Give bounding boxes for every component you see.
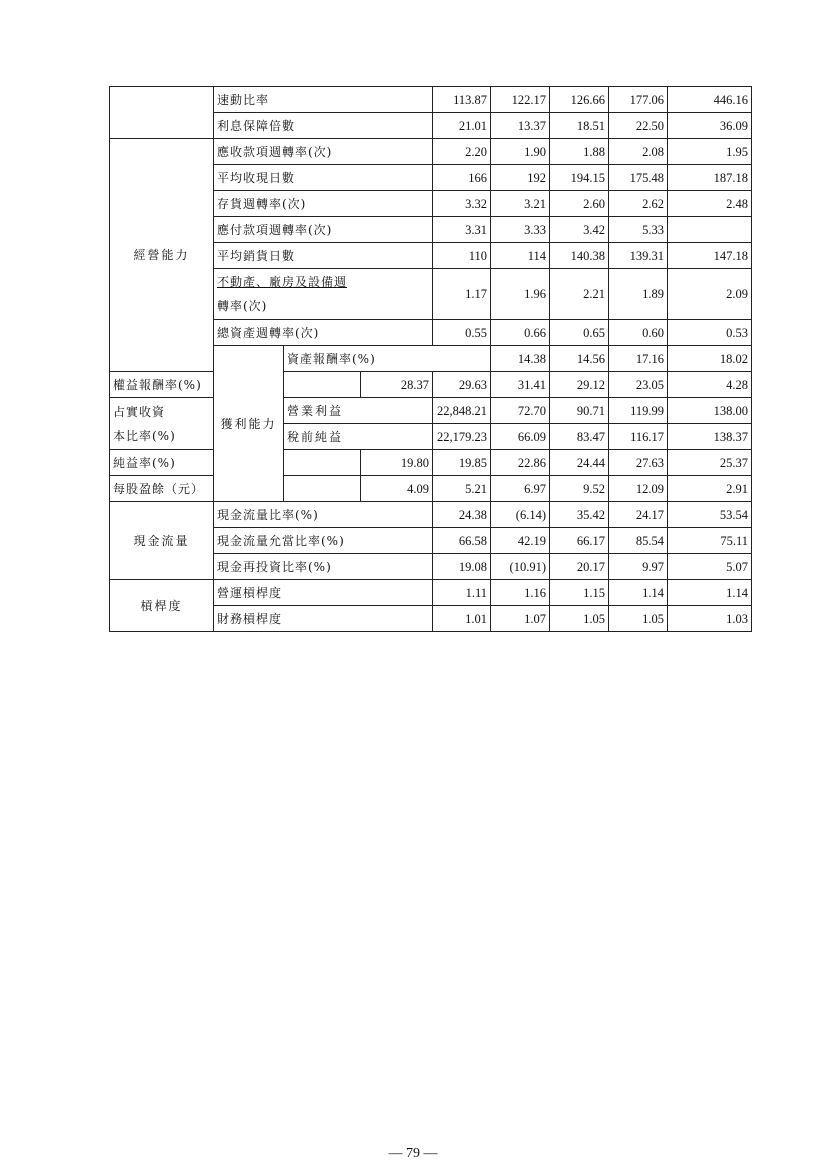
table-cell: 85.54	[609, 528, 668, 554]
row-label: 營運槓桿度	[214, 580, 433, 606]
table-cell: 29.63	[433, 372, 491, 398]
row-label: 平均收現日數	[214, 165, 433, 191]
row-label: 現金再投資比率(%)	[214, 554, 433, 580]
table-cell: 1.96	[491, 269, 550, 320]
table-cell: 1.16	[491, 580, 550, 606]
table-cell: 2.20	[433, 139, 491, 165]
row-label: 存貨週轉率(次)	[214, 191, 433, 217]
row-label: 資產報酬率(%)	[284, 346, 491, 372]
table-cell: 23.05	[609, 372, 668, 398]
category-operating: 經營能力	[110, 139, 214, 372]
table-cell: 1.95	[668, 139, 752, 165]
row-label-line2: 轉率(次)	[217, 299, 268, 313]
table-cell: 22,179.23	[433, 424, 491, 450]
table-cell: 3.21	[491, 191, 550, 217]
table-cell: 24.38	[433, 502, 491, 528]
table-cell: 2.62	[609, 191, 668, 217]
table-cell: 2.91	[668, 476, 752, 502]
table-cell: 9.52	[550, 476, 609, 502]
table-cell: 2.09	[668, 269, 752, 320]
table-row	[110, 398, 752, 424]
row-label-line1: 不動產、廠房及設備週	[217, 275, 348, 289]
table-cell: 113.87	[433, 87, 491, 113]
table-row	[110, 476, 752, 502]
table-cell: 1.89	[609, 269, 668, 320]
table-cell: 1.11	[433, 580, 491, 606]
row-label-paid-in-capital-ratio	[110, 398, 214, 450]
table-row	[110, 372, 752, 398]
row-label: 現金流量允當比率(%)	[214, 528, 433, 554]
table-cell: 139.31	[609, 243, 668, 269]
table-cell: 29.12	[550, 372, 609, 398]
table-cell: 75.11	[668, 528, 752, 554]
table-cell: 24.17	[609, 502, 668, 528]
table-cell: 192	[491, 165, 550, 191]
table-cell: 27.63	[609, 450, 668, 476]
table-cell: 1.15	[550, 580, 609, 606]
category-cell-liquidity	[110, 87, 214, 139]
table-cell: 18.02	[668, 346, 752, 372]
table-cell: 22.50	[609, 113, 668, 139]
table-cell: 2.60	[550, 191, 609, 217]
table-cell: 446.16	[668, 87, 752, 113]
table-cell: (6.14)	[491, 502, 550, 528]
table-cell: 1.90	[491, 139, 550, 165]
table-cell: 194.15	[550, 165, 609, 191]
table-cell: 1.14	[668, 580, 752, 606]
table-cell: 4.09	[361, 476, 433, 502]
row-label: 純益率(%)	[110, 450, 361, 476]
table-cell: 66.09	[491, 424, 550, 450]
table-cell: 31.41	[491, 372, 550, 398]
table-cell: 24.44	[550, 450, 609, 476]
table-cell: 2.08	[609, 139, 668, 165]
row-label	[214, 269, 433, 320]
table-cell: 3.32	[433, 191, 491, 217]
category-profitability: 獲利能力	[214, 346, 284, 502]
table-cell: 175.48	[609, 165, 668, 191]
table-cell: 83.47	[550, 424, 609, 450]
table-cell: 187.18	[668, 165, 752, 191]
table-cell: 72.70	[491, 398, 550, 424]
table-cell: 13.37	[491, 113, 550, 139]
table-cell: 122.17	[491, 87, 550, 113]
table-row	[110, 450, 752, 476]
table-cell: 1.03	[668, 606, 752, 632]
table-cell: 0.60	[609, 320, 668, 346]
table-cell: 14.56	[550, 346, 609, 372]
table-cell: 1.17	[433, 269, 491, 320]
row-label: 平均銷貨日數	[214, 243, 433, 269]
table-cell: 28.37	[361, 372, 433, 398]
table-cell: 1.14	[609, 580, 668, 606]
table-cell: 147.18	[668, 243, 752, 269]
row-label: 現金流量比率(%)	[214, 502, 433, 528]
table-row	[110, 502, 752, 528]
table-cell: 25.37	[668, 450, 752, 476]
sub-label: 營業利益	[284, 398, 433, 424]
table-cell: 0.55	[433, 320, 491, 346]
table-cell: 5.33	[609, 217, 668, 243]
row-label: 每股盈餘（元）	[110, 476, 361, 502]
table-cell: 114	[491, 243, 550, 269]
row-label: 利息保障倍數	[214, 113, 433, 139]
table-cell: 5.21	[433, 476, 491, 502]
table-cell: 35.42	[550, 502, 609, 528]
table-cell: 0.65	[550, 320, 609, 346]
table-cell: 9.97	[609, 554, 668, 580]
table-cell: 138.00	[668, 398, 752, 424]
table-cell: 42.19	[491, 528, 550, 554]
table-cell: 1.05	[550, 606, 609, 632]
table-cell: 3.31	[433, 217, 491, 243]
table-cell: 1.05	[609, 606, 668, 632]
row-label: 總資產週轉率(次)	[214, 320, 433, 346]
sub-label: 稅前純益	[284, 424, 433, 450]
row-label: 財務槓桿度	[214, 606, 433, 632]
table-cell: 22,848.21	[433, 398, 491, 424]
table-cell: 140.38	[550, 243, 609, 269]
row-label-line1: 占實收資	[113, 404, 166, 419]
table-cell: 12.09	[609, 476, 668, 502]
table-cell: 18.51	[550, 113, 609, 139]
table-cell: 22.86	[491, 450, 550, 476]
table-cell: (10.91)	[491, 554, 550, 580]
table-cell: 3.42	[550, 217, 609, 243]
table-cell: 66.17	[550, 528, 609, 554]
table-cell: 6.97	[491, 476, 550, 502]
table-cell: 3.33	[491, 217, 550, 243]
row-label: 權益報酬率(%)	[110, 372, 361, 398]
table-cell: 0.66	[491, 320, 550, 346]
table-cell: 17.16	[609, 346, 668, 372]
table-cell: 1.88	[550, 139, 609, 165]
table-row	[110, 580, 752, 606]
table-cell: 19.85	[433, 450, 491, 476]
table-cell: 36.09	[668, 113, 752, 139]
table-cell: 19.80	[361, 450, 433, 476]
financial-ratio-table	[109, 86, 752, 632]
table-cell: 0.53	[668, 320, 752, 346]
table-cell: 90.71	[550, 398, 609, 424]
table-cell: 138.37	[668, 424, 752, 450]
table-cell: 110	[433, 243, 491, 269]
page-number: — 79 —	[388, 1146, 438, 1161]
row-label-line2: 本比率(%)	[113, 428, 176, 443]
table-row	[110, 87, 752, 113]
table-cell: 116.17	[609, 424, 668, 450]
row-label: 應收款項週轉率(次)	[214, 139, 433, 165]
table-row	[110, 139, 752, 165]
row-label: 速動比率	[214, 87, 433, 113]
table-cell: 126.66	[550, 87, 609, 113]
table-cell: 119.99	[609, 398, 668, 424]
table-cell: 66.58	[433, 528, 491, 554]
table-cell: 19.08	[433, 554, 491, 580]
category-leverage: 槓桿度	[110, 580, 214, 632]
table-cell: 53.54	[668, 502, 752, 528]
row-label: 應付款項週轉率(次)	[214, 217, 433, 243]
table-cell: 21.01	[433, 113, 491, 139]
table-cell: 1.01	[433, 606, 491, 632]
table-cell: 20.17	[550, 554, 609, 580]
table-cell: 14.38	[491, 346, 550, 372]
table-cell: 177.06	[609, 87, 668, 113]
table-cell: 2.48	[668, 191, 752, 217]
table-cell: 2.21	[550, 269, 609, 320]
table-cell: 4.28	[668, 372, 752, 398]
table-cell: 166	[433, 165, 491, 191]
table-cell: 5.07	[668, 554, 752, 580]
table-cell	[668, 217, 752, 243]
table-cell: 1.07	[491, 606, 550, 632]
category-cash-flow: 現金流量	[110, 502, 214, 580]
